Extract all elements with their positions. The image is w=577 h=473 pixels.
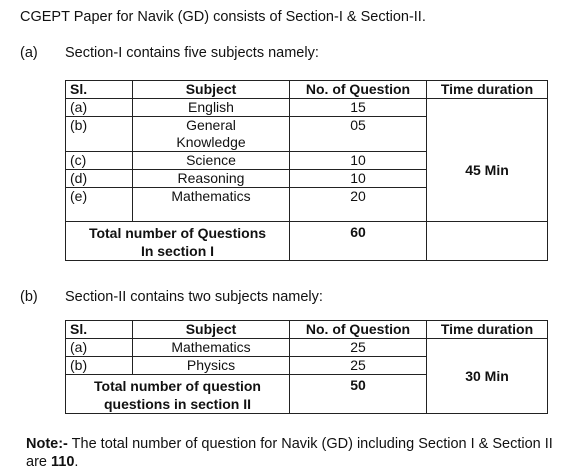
note-value: 110 — [51, 454, 75, 470]
total-label-line1: Total number of question — [94, 378, 261, 394]
row-sl: (b) — [66, 357, 133, 375]
section1-total-value: 60 — [290, 222, 427, 261]
row-count: 15 — [290, 99, 427, 117]
row-subject: Mathematics — [133, 339, 290, 357]
row-sl: (e) — [66, 188, 133, 222]
total-label-line1: Total number of Questions — [88, 225, 267, 241]
section1-text: Section-I contains five subjects namely: — [65, 45, 319, 61]
table-row — [66, 339, 548, 357]
section2-text: Section-II contains two subjects namely: — [65, 289, 323, 305]
row-count: 20 — [290, 188, 427, 222]
note-paragraph — [26, 435, 556, 471]
row-count: 05 — [290, 117, 427, 152]
table-row — [66, 99, 548, 117]
note-text: The total number of question for Navik (GD) including Section I & Section II are — [26, 436, 553, 470]
row-subject: Mathematics — [133, 188, 290, 222]
row-count: 25 — [290, 339, 427, 357]
note-label: Note:- — [26, 436, 68, 452]
section1-total-label — [66, 222, 290, 261]
empty-cell — [427, 222, 548, 261]
header-duration: Time duration — [427, 81, 548, 99]
row-subject: General Knowledge — [133, 117, 290, 152]
intro-text: CGEPT Paper for Navik (GD) consists of Section-I & Section-II. — [20, 9, 426, 25]
section2-total-value: 50 — [290, 375, 427, 414]
section2-table — [65, 320, 548, 414]
row-sl: (b) — [66, 117, 133, 152]
total-row — [66, 222, 548, 261]
total-label-line2: questions in section II — [103, 396, 252, 412]
row-sl: (d) — [66, 170, 133, 188]
row-subject: Science — [133, 152, 290, 170]
row-sl: (a) — [66, 339, 133, 357]
table-header-row — [66, 81, 548, 99]
header-duration: Time duration — [427, 321, 548, 339]
header-sl: Sl. — [66, 81, 133, 99]
header-subject: Subject — [133, 321, 290, 339]
section1-duration: 45 Min — [427, 99, 548, 222]
row-count: 10 — [290, 170, 427, 188]
section1-table — [65, 80, 548, 261]
header-subject: Subject — [133, 81, 290, 99]
header-count: No. of Question — [290, 321, 427, 339]
row-subject: English — [133, 99, 290, 117]
section2-duration: 30 Min — [427, 339, 548, 414]
row-count: 10 — [290, 152, 427, 170]
section2-total-label — [66, 375, 290, 414]
row-subject: Reasoning — [133, 170, 290, 188]
row-sl: (c) — [66, 152, 133, 170]
header-count: No. of Question — [290, 81, 427, 99]
table-header-row — [66, 321, 548, 339]
section1-label: (a) — [20, 45, 38, 61]
row-sl: (a) — [66, 99, 133, 117]
note-end: . — [74, 454, 79, 470]
row-count: 25 — [290, 357, 427, 375]
section2-label: (b) — [20, 289, 38, 305]
total-label-line2: In section I — [140, 243, 215, 259]
header-sl: Sl. — [66, 321, 133, 339]
row-subject: Physics — [133, 357, 290, 375]
